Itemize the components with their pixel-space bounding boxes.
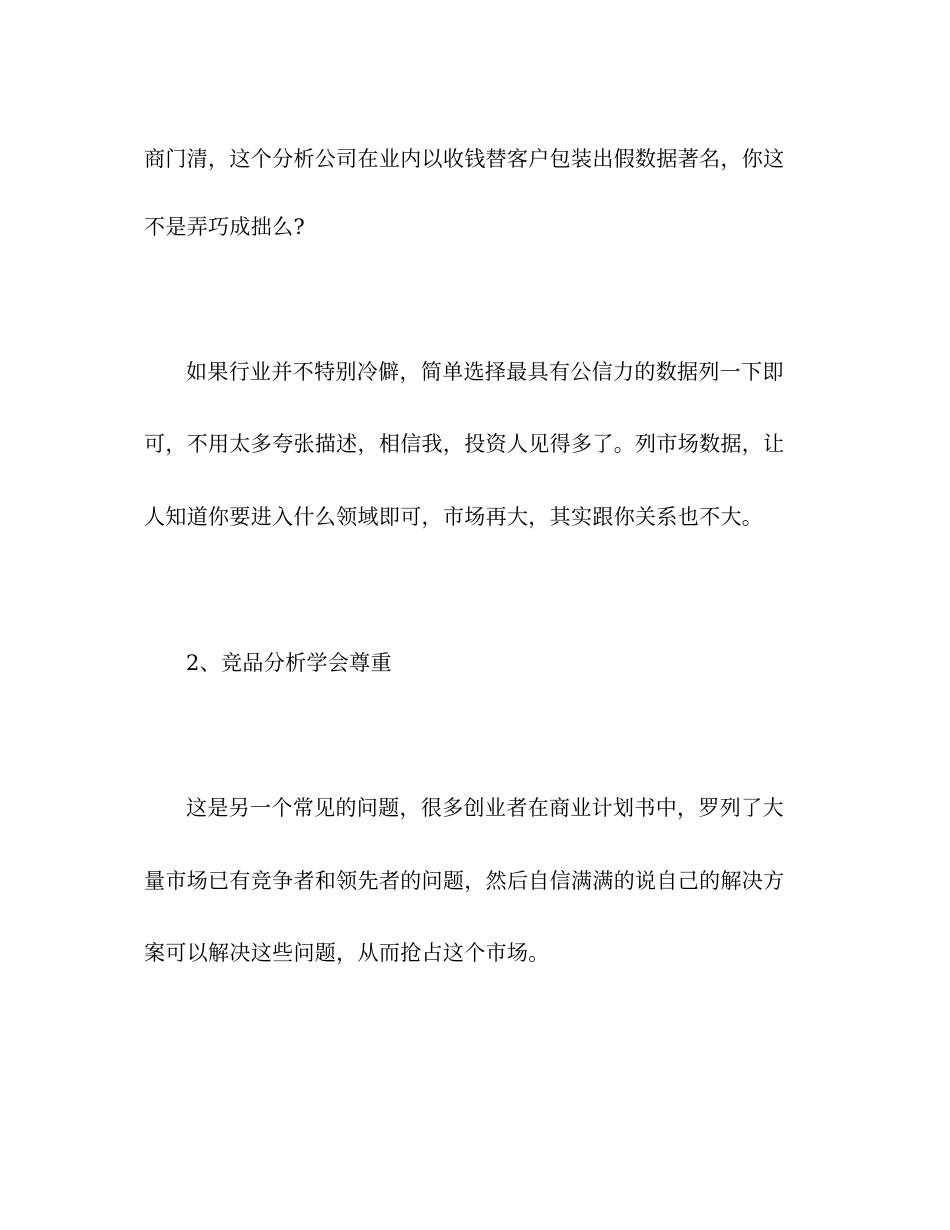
paragraph-3-line-3: 案可以解决这些问题，从而抢占这个市场。 xyxy=(144,941,550,965)
paragraph-3-line-1: 这是另一个常见的问题，很多创业者在商业计划书中，罗列了大 xyxy=(186,796,784,820)
paragraph-2-line-3: 人知道你要进入什么领域即可，市场再大，其实跟你关系也不大。 xyxy=(144,505,764,529)
paragraph-2-line-1: 如果行业并不特别冷僻，简单选择最具有公信力的数据列一下即 xyxy=(186,360,784,384)
section-heading: 2、竞品分析学会尊重 xyxy=(186,651,392,675)
paragraph-1-line-2: 不是弄巧成拙么? xyxy=(144,215,306,239)
paragraph-1-line-1: 商门清，这个分析公司在业内以收钱替客户包装出假数据著名，你这 xyxy=(144,147,785,171)
paragraph-3-line-2: 量市场已有竞争者和领先者的问题，然后自信满满的说自己的解决方 xyxy=(144,869,785,893)
paragraph-2-line-2: 可，不用太多夸张描述，相信我，投资人见得多了。列市场数据，让 xyxy=(144,432,785,456)
